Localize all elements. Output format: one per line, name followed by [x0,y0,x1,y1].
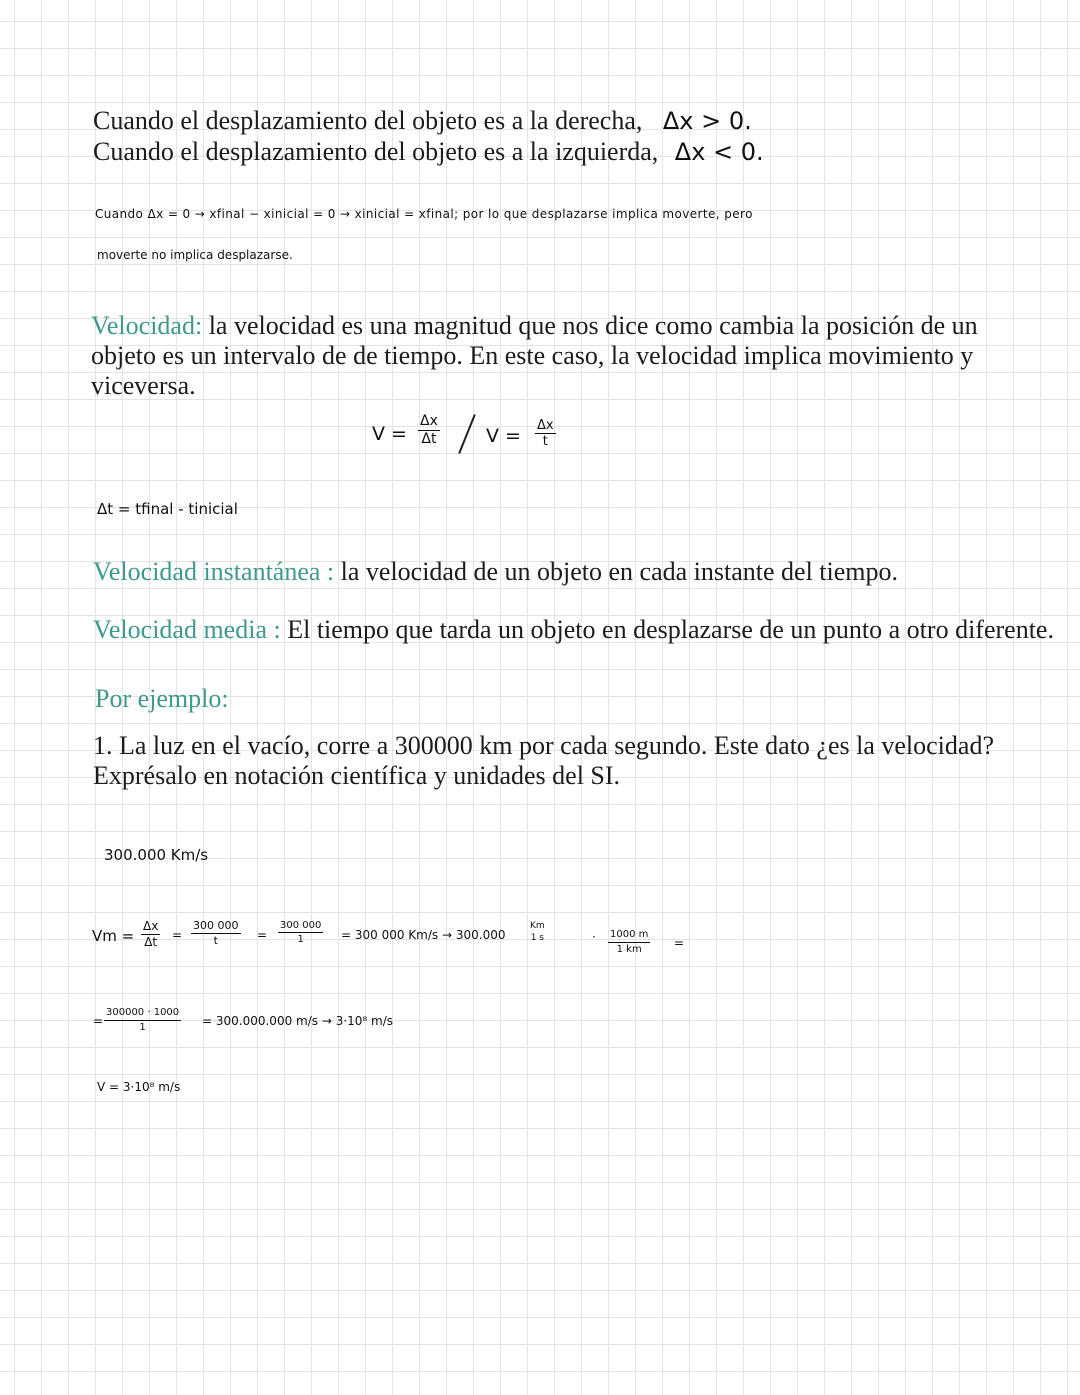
work-frac-4-den: 1 s [530,933,544,943]
work-frac-6-num: 300000 · 1000 [104,1006,181,1021]
work-frac-6 [104,1006,181,1035]
delta-x-negative: Δx < 0. [674,138,764,166]
work-frac-4-num: Km [530,921,545,931]
work-frac-3-num: 300 000 [280,920,322,931]
velocidad-instantanea [93,557,898,587]
work-frac-2-num: 300 000 [193,919,239,932]
work-eq-4: = [93,1014,104,1028]
ejemplo-question-line-1: 1. La luz en el vacío, corre a 300000 km por cada segundo. Este dato ¿es la velocidad? [93,731,994,760]
velocidad-label: Velocidad: [91,311,203,340]
work-frac-5-num: 1000 m [608,928,650,943]
work-frac-5 [608,928,650,957]
work-eq-2: = [257,928,268,942]
work-eq-1: = [172,928,183,942]
intro-line-2 [93,137,764,167]
work-vm-lhs: Vm = [92,927,135,945]
velocidad-line-1 [91,311,978,341]
instantanea-label: Velocidad instantánea : [93,557,335,586]
ejemplo-heading: Por ejemplo: [95,684,229,713]
note-line-1: Cuando Δx = 0 → xfinal − xinicial = 0 → xinicial = xfinal; por lo que desplazarse implica moverte, pero [95,207,753,221]
velocidad-definition [91,311,978,401]
formula-v2-denominator: t [542,434,548,449]
delta-t-definition: Δt = tfinal - tinicial [97,500,238,518]
media-label: Velocidad media : [93,615,281,644]
work-frac-3 [278,919,323,946]
intro-line-1-text: Cuando el desplazamiento del objeto es a la derecha, [93,106,643,135]
formula-v2-lhs: V = [486,425,521,447]
velocidad-line-3: viceversa. [91,371,196,400]
formula-v1-denominator: Δt [421,431,437,447]
intro-line-2-text: Cuando el desplazamiento del objeto es a la izquierda, [93,137,659,166]
delta-x-positive: Δx > 0. [662,107,752,135]
work-frac-1 [141,919,160,950]
note-line-2: moverte no implica desplazarse. [97,248,293,262]
work-mid: = 300 000 Km/s → 300.000 [341,928,506,942]
work-frac-2-den: t [213,934,218,947]
work-given: 300.000 Km/s [104,846,209,864]
work-frac-1-den: Δt [144,935,158,949]
work-frac-4 [528,920,547,944]
ejemplo-question [93,731,994,791]
velocidad-text-1: la velocidad es una magnitud que nos dice como cambia la posición de un [208,311,978,340]
work-eq-3: = [674,936,685,950]
intro-line-1 [93,106,752,136]
work-final: V = 3·10⁸ m/s [97,1080,181,1094]
formula-v1-lhs: V = [372,423,407,445]
instantanea-text: la velocidad de un objeto en cada instante del tiempo. [340,557,899,586]
work-frac-2 [191,919,241,948]
work-frac-5-den: 1 km [616,944,642,955]
ejemplo-question-line-2: Exprésalo en notación científica y unidades del SI. [93,761,621,790]
media-text: El tiempo que tarda un objeto en desplazarse de un punto a otro diferente. [287,615,1054,644]
work-dot: · [592,930,596,944]
formula-divider-slash [458,414,476,454]
work-frac-6-den: 1 [139,1022,146,1033]
velocidad-media [93,615,1054,645]
formula-v1-numerator: Δx [420,413,438,429]
work-frac-1-num: Δx [143,919,159,933]
velocidad-line-2: objeto es un intervalo de de tiempo. En este caso, la velocidad implica movimiento y [91,341,974,370]
formula-v2-numerator: Δx [537,418,554,433]
work-result: = 300.000.000 m/s → 3·10⁸ m/s [202,1014,394,1028]
formula-v1-fraction [418,413,440,448]
formula-v2-fraction [535,418,556,449]
work-frac-3-den: 1 [297,934,304,945]
